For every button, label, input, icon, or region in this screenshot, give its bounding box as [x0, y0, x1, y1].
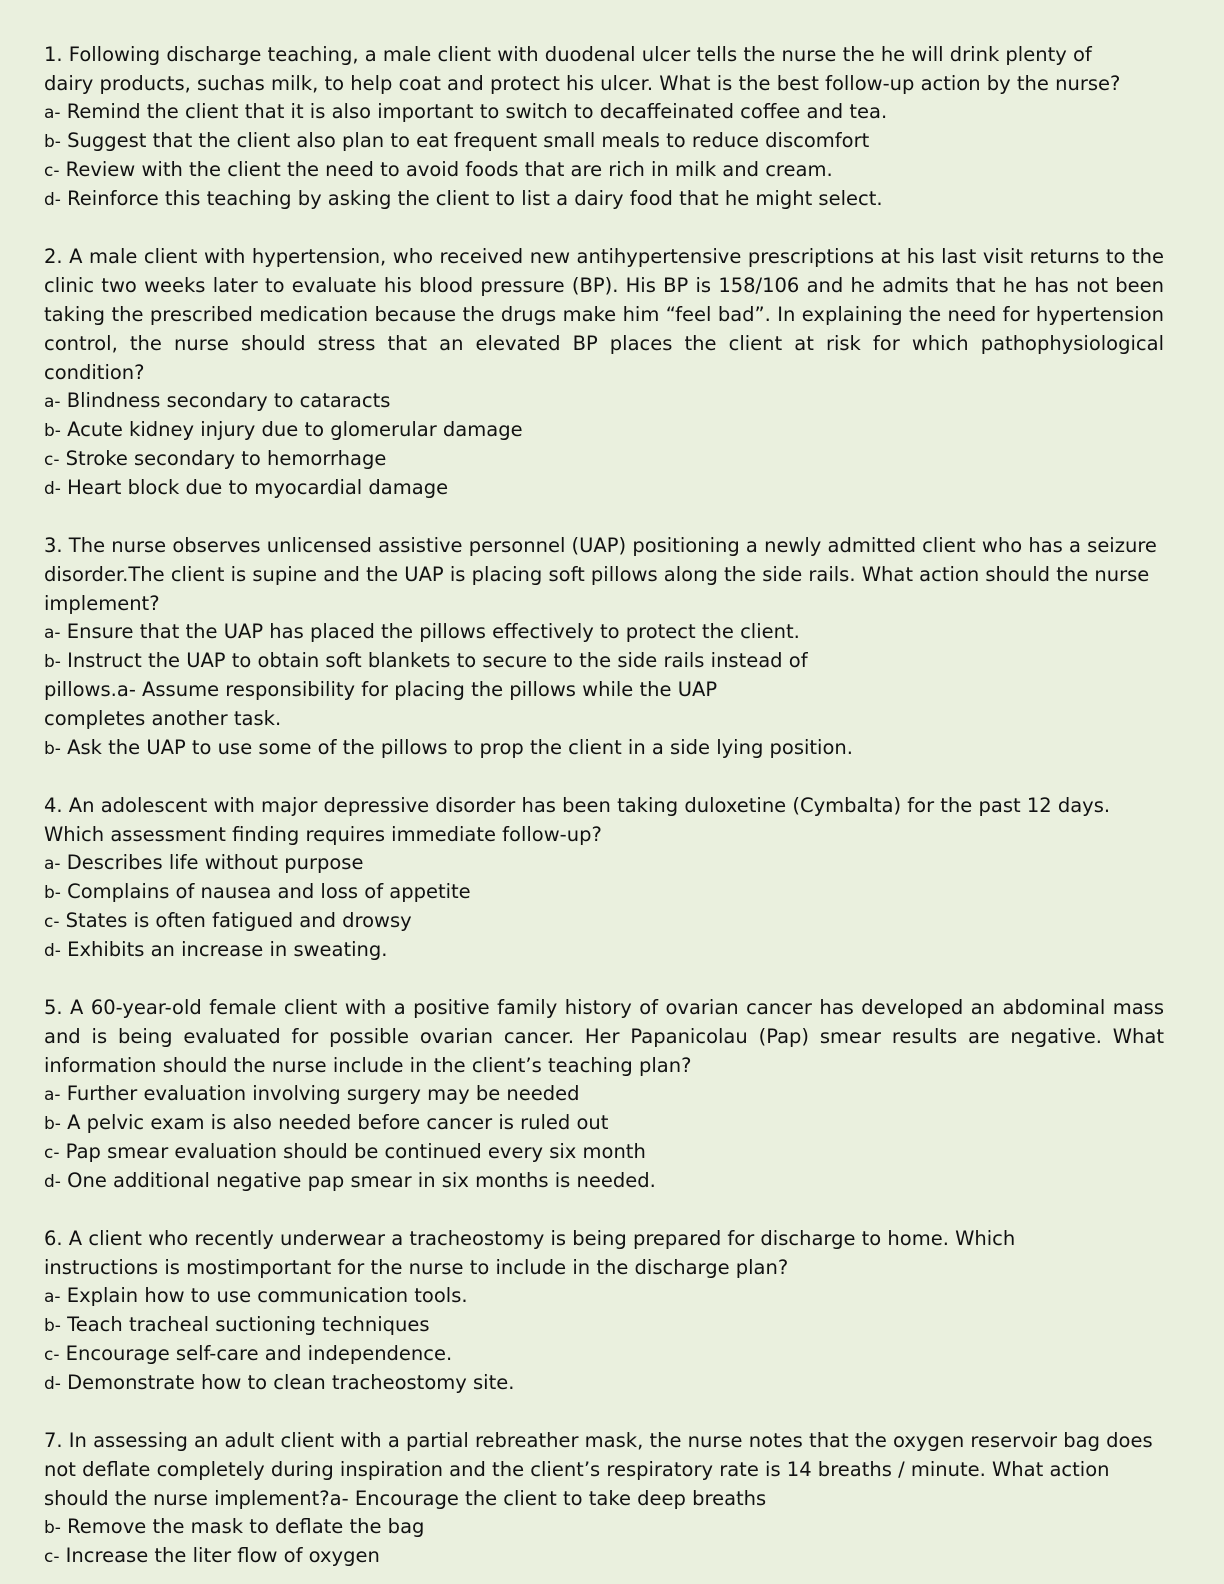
option-letter: c- [44, 1143, 60, 1163]
answer-option [44, 1513, 1164, 1542]
option-letter: b- [44, 652, 61, 672]
answer-option [44, 1282, 1164, 1311]
question-stem: 2. A male client with hypertension, who received new antihypertensive prescriptions at his last visit returns to the clinic two weeks later to evaluate his blood pressure (BP). His BP is 158/106 and he admits that he has not been taking the prescribed medication because the drugs make him “feel bad”. In explaining the need for hypertension control, the nurse should stress that an elevated BP places the client at risk for which pathophysiological condition? [44, 245, 1164, 384]
option-text: Demonstrate how to clean tracheostomy site. [60, 1371, 515, 1394]
option-text: Exhibits an increase in sweating. [60, 938, 388, 961]
answer-option [44, 878, 1164, 907]
option-letter: c- [44, 450, 60, 470]
option-letter: b- [44, 1114, 61, 1134]
option-text: Reinforce this teaching by asking the client to list a dairy food that he might select. [60, 187, 883, 210]
option-letter: b- [44, 883, 61, 903]
option-text: Further evaluation involving surgery may be needed [60, 1082, 580, 1105]
answer-option [44, 936, 1164, 965]
answer-option [44, 907, 1164, 936]
option-letter: d- [44, 1374, 61, 1394]
answer-option-continued [44, 705, 1164, 734]
option-letter: b- [44, 1316, 61, 1336]
answer-option [44, 1311, 1164, 1340]
option-letter: d- [44, 941, 61, 961]
question-stem: 4. An adolescent with major depressive disorder has been taking duloxetine (Cymbalta) for the past 12 days. Which assessment finding requires immediate follow-up? [44, 794, 1111, 846]
question-stem: 6. A client who recently underwear a tracheostomy is being prepared for discharge to home. Which instructions is mostimportant for the nurse to include in the discharge plan? [44, 1227, 1016, 1279]
option-text: Ensure that the UAP has placed the pillows effectively to protect the client. [60, 620, 800, 643]
answer-option [44, 849, 1164, 878]
question-7 [44, 1426, 1164, 1571]
option-text: Complains of nausea and loss of appetite [60, 880, 471, 903]
answer-option [44, 618, 1164, 647]
option-text: Ask the UAP to use some of the pillows to prop the client in a side lying position. [60, 736, 853, 759]
question-6 [44, 1224, 1164, 1398]
answer-option [44, 1340, 1164, 1369]
question-stem: 5. A 60-year-old female client with a positive family history of ovarian cancer has developed an abdominal mass and is being evaluated for possible ovarian cancer. Her Papanicolau (Pap) smear results are negative. What information should the nurse include in the client’s teaching plan? [44, 996, 1164, 1077]
answer-option [44, 647, 1164, 676]
answer-option [44, 1138, 1164, 1167]
option-text: Review with the client the need to avoid foods that are rich in milk and cream. [59, 158, 833, 181]
option-text: Instruct the UAP to obtain soft blankets to secure to the side rails instead of [60, 649, 808, 672]
question-stem: 1. Following discharge teaching, a male client with duodenal ulcer tells the nurse the he will drink plenty of dairy products, suchas milk, to help coat and protect his ulcer. What is the best follow-up action by the nurse? [44, 43, 1121, 95]
question-stem: 7. In assessing an adult client with a partial rebreather mask, the nurse notes that the oxygen reservoir bag does not deflate completely during inspiration and the client’s respiratory rate is 14 breaths / minute. What action should the nurse implement?a- Encourage the client to take deep breaths [44, 1429, 1153, 1510]
option-text: Suggest that the client also plan to eat frequent small meals to reduce discomfort [60, 129, 870, 152]
answer-option [44, 98, 1164, 127]
option-letter: d- [44, 479, 61, 499]
answer-option [44, 127, 1164, 156]
option-text: Explain how to use communication tools. [60, 1284, 468, 1307]
question-2 [44, 242, 1164, 503]
answer-option-continued [44, 676, 1164, 705]
option-letter: b- [44, 421, 61, 441]
option-letter: a- [44, 103, 61, 123]
option-letter: c- [44, 912, 60, 932]
option-letter: d- [44, 190, 61, 210]
answer-option [44, 387, 1164, 416]
option-letter: c- [44, 161, 60, 181]
option-text: Increase the liter flow of oxygen [59, 1544, 380, 1567]
option-text: States is often fatigued and drowsy [59, 909, 412, 932]
option-text: completes another task. [44, 707, 282, 730]
answer-option [44, 1369, 1164, 1398]
question-4 [44, 791, 1164, 965]
answer-option [44, 1167, 1164, 1196]
option-text: Encourage self-care and independence. [59, 1342, 453, 1365]
option-text: Acute kidney injury due to glomerular damage [60, 418, 523, 441]
answer-option [44, 1109, 1164, 1138]
option-letter: b- [44, 739, 61, 759]
answer-option [44, 445, 1164, 474]
option-text: Describes life without purpose [60, 851, 364, 874]
option-letter: b- [44, 132, 61, 152]
option-text: Pap smear evaluation should be continued every six month [59, 1140, 646, 1163]
option-text: A pelvic exam is also needed before cancer is ruled out [60, 1111, 609, 1134]
option-letter: c- [44, 1547, 60, 1567]
answer-option [44, 474, 1164, 503]
option-text: Blindness secondary to cataracts [60, 389, 391, 412]
option-text: Remove the mask to deflate the bag [60, 1515, 425, 1538]
answer-option [44, 185, 1164, 214]
option-text: Heart block due to myocardial damage [60, 476, 449, 499]
option-letter: a- [44, 1287, 61, 1307]
option-text: Remind the client that it is also important to switch to decaffeinated coffee and tea. [60, 100, 888, 123]
question-stem: 3. The nurse observes unlicensed assistive personnel (UAP) positioning a newly admitted client who has a seizure disorder.The client is supine and the UAP is placing soft pillows along the side rails. What action should the nurse implement? [44, 534, 1157, 615]
answer-option [44, 156, 1164, 185]
answer-option [44, 416, 1164, 445]
answer-option [44, 1542, 1164, 1571]
option-text: Teach tracheal suctioning techniques [60, 1313, 430, 1336]
question-1 [44, 40, 1164, 214]
option-letter: a- [44, 854, 61, 874]
option-letter: a- [44, 1085, 61, 1105]
question-3 [44, 531, 1164, 763]
option-letter: a- [44, 623, 61, 643]
option-letter: d- [44, 1172, 61, 1192]
answer-option [44, 1080, 1164, 1109]
answer-option [44, 734, 1164, 763]
option-text: Stroke secondary to hemorrhage [59, 447, 387, 470]
option-text: One additional negative pap smear in six months is needed. [60, 1169, 656, 1192]
option-letter: a- [44, 392, 61, 412]
option-text: pillows.a- Assume responsibility for placing the pillows while the UAP [44, 678, 718, 701]
question-5 [44, 993, 1164, 1196]
option-letter: b- [44, 1518, 61, 1538]
option-letter: c- [44, 1345, 60, 1365]
